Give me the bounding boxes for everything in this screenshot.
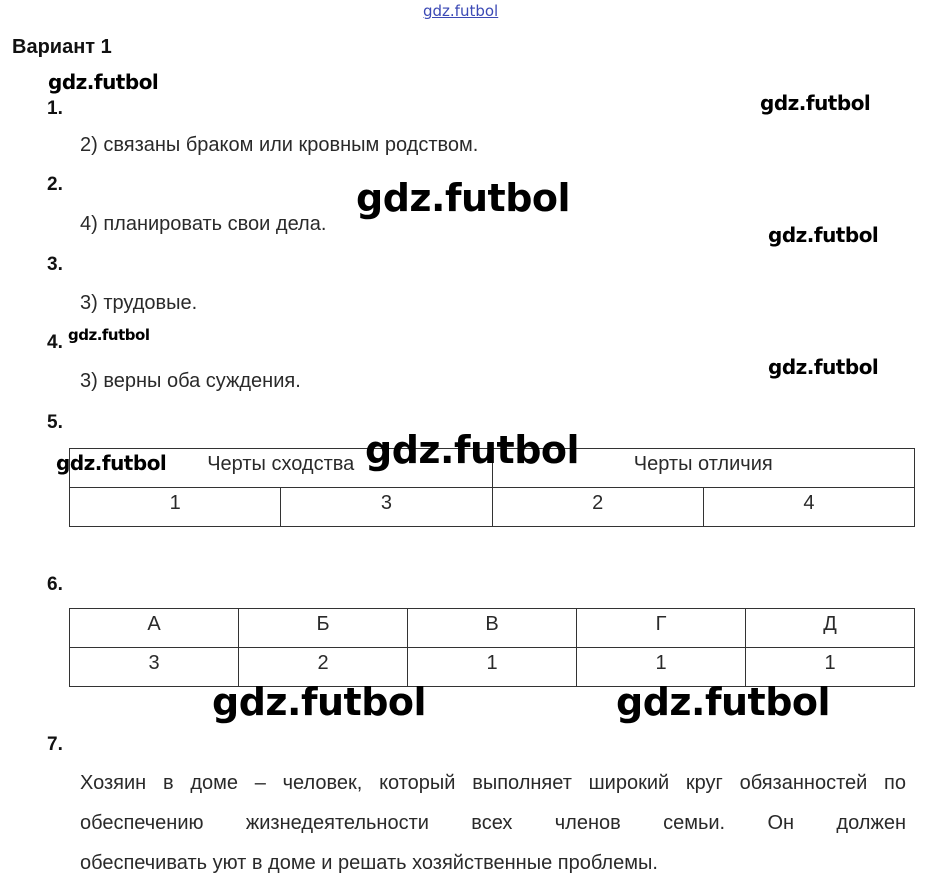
question-6-number: 6. [47, 574, 63, 595]
table-header-cell: Черты отличия [492, 449, 915, 488]
watermark-label: gdz.futbol [356, 176, 571, 220]
watermark-label: gdz.futbol [365, 428, 580, 472]
question-5-number: 5. [47, 412, 63, 433]
table-header-cell: В [408, 609, 577, 648]
table-cell: 2 [492, 488, 703, 527]
question-4-answer: 3) верны оба суждения. [80, 370, 301, 392]
question-7-answer [80, 763, 906, 883]
table-cell: 4 [703, 488, 914, 527]
watermark-label: gdz.futbol [212, 680, 427, 724]
question-7-number: 7. [47, 734, 63, 755]
variant-title: Вариант 1 [12, 36, 112, 58]
question-1-number: 1. [47, 98, 63, 119]
table-cell: 2 [239, 648, 408, 687]
watermark-label: gdz.futbol [760, 91, 871, 115]
answer-line: обеспечению жизнедеятельности всех членов семьи. Он должен [80, 812, 906, 834]
table-header-cell: Черты сходства [70, 449, 493, 488]
table-cell: 1 [408, 648, 577, 687]
question-2-number: 2. [47, 174, 63, 195]
table-cell: 1 [70, 488, 281, 527]
question-6-table [69, 608, 915, 687]
table-row [70, 488, 915, 527]
watermark-label: gdz.futbol [768, 355, 879, 379]
question-1-answer: 2) связаны браком или кровным родством. [80, 134, 479, 156]
table-row [70, 609, 915, 648]
table-cell: 3 [281, 488, 492, 527]
watermark-label: gdz.futbol [616, 680, 831, 724]
table-cell: 1 [746, 648, 915, 687]
question-3-number: 3. [47, 254, 63, 275]
question-4-number: 4. [47, 332, 63, 353]
watermark-label: gdz.futbol [48, 70, 159, 94]
watermark-label: gdz.futbol [68, 326, 150, 344]
watermark-label: gdz.futbol [56, 451, 167, 475]
table-cell: 1 [577, 648, 746, 687]
question-2-answer: 4) планировать свои дела. [80, 213, 327, 235]
table-header-cell: Г [577, 609, 746, 648]
table-cell: 3 [70, 648, 239, 687]
table-header-cell: Д [746, 609, 915, 648]
question-3-answer: 3) трудовые. [80, 292, 198, 314]
table-header-cell: Б [239, 609, 408, 648]
watermark-label: gdz.futbol [768, 223, 879, 247]
answer-line: обеспечивать уют в доме и решать хозяйственные проблемы. [80, 852, 658, 874]
watermark-top-link: gdz.futbol [423, 2, 499, 20]
table-header-cell: А [70, 609, 239, 648]
answer-line: Хозяин в доме – человек, который выполняет широкий круг обязанностей по [80, 772, 906, 794]
